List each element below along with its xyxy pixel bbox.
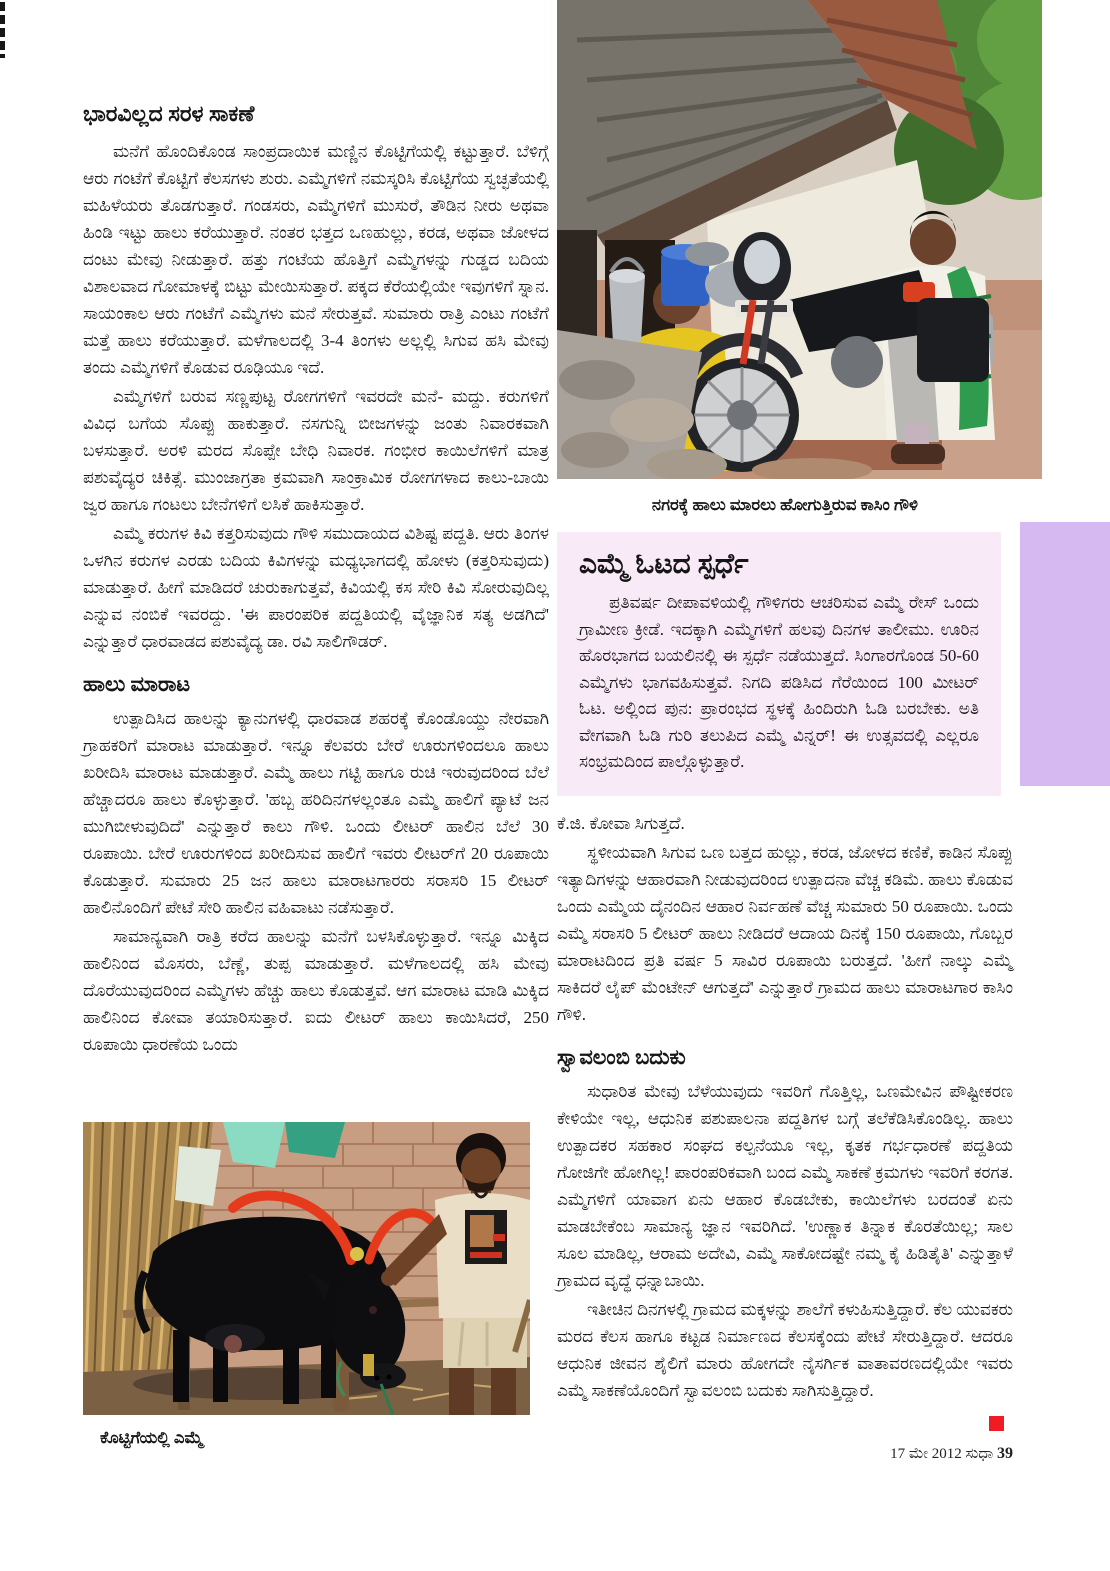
footer-magazine-name: ಸುಧಾ: [965, 1446, 994, 1462]
page-footer: [557, 1444, 1013, 1464]
section-heading-milk-sale: ಹಾಲು ಮಾರಾಟ: [83, 672, 191, 696]
paragraph-feed-economics: ಸ್ಥಳೀಯವಾಗಿ ಸಿಗುವ ಒಣ ಬತ್ತದ ಹುಲ್ಲು, ಕರಡ, ಜೋಳದ ಕಣಿಕೆ, ಕಾಡಿನ ಸೊಪ್ಪು ಇತ್ಯಾದಿಗಳನ್ನು ಆಹಾರವಾಗಿ ನೀಡುವುದರಿಂದ ಉತ್ಪಾದನಾ ವೆಚ್ಚ ಕಡಿಮೆ. ಹಾಲು ಕೊಡುವ ಒಂದು ಎಮ್ಮೆಯ ದೈನಂದಿನ ಆಹಾರ ನಿರ್ವಹಣೆ ವೆಚ್ಚ ಸುಮಾರು 50 ರೂಪಾಯಿ. ಒಂದು ಎಮ್ಮೆ ಸರಾಸರಿ 5 ಲೀಟರ್ ಹಾಲು ನೀಡಿದರೆ ಆದಾಯ ದಿನಕ್ಕೆ 150 ರೂಪಾಯಿ, ಗೊಬ್ಬರ ಮಾರಾಟದಿಂದ ಪ್ರತಿ ವರ್ಷ 5 ಸಾವಿರ ರೂಪಾಯಿ ಬರುತ್ತದೆ. 'ಹೀಗೆ ನಾಲ್ಕು ಎಮ್ಮೆ ಸಾಕಿದರೆ ಲೈಪ್ ಮೆಂಟೇನ್ ಆಗುತ್ತದೆ' ಎನ್ನುತ್ತಾರೆ ಗ್ರಾಮದ ಹಾಲು ಮಾರಾಟಗಾರ ಕಾಸಿಂ ಗೌಳಿ.: [557, 842, 1013, 1024]
page-accent-strip: [1020, 522, 1110, 786]
photo-buffalo-illustration: [83, 1122, 530, 1415]
paragraph-ear-cutting: ಎಮ್ಮೆ ಕರುಗಳ ಕಿವಿ ಕತ್ತರಿಸುವುದು ಗೌಳಿ ಸಮುದಾಯದ ವಿಶಿಷ್ಟ ಪದ್ದತಿ. ಆರು ತಿಂಗಳ ಒಳಗಿನ ಕರುಗಳ ಎರಡು ಬದಿಯ ಕಿವಿಗಳನ್ನು ಮಧ್ಯಭಾಗದಲ್ಲಿ ಹೋಳು (ಕತ್ತರಿಸುವುದು) ಮಾಡುತ್ತಾರೆ. ಹೀಗೆ ಮಾಡಿದರೆ ಚುರುಕಾಗುತ್ತವೆ, ಕಿವಿಯಲ್ಲಿ ಕಸ ಸೇರಿ ಕಿವಿ ಸೋರುವುದಿಲ್ಲ ಎನ್ನುವ ನಂಬಿಕೆ ಇವರದ್ದು. 'ಈ ಪಾರಂಪರಿಕ ಪದ್ದತಿಯಲ್ಲಿ ವೈಜ್ಞಾನಿಕ ಸತ್ಯ ಅಡಗಿದೆ' ಎನ್ನುತ್ತಾರೆ ಧಾರವಾಡದ ಪಶುವೈದ್ಯ ಡಾ. ರವಿ ಸಾಲಿಗೌಡರ್.: [83, 524, 549, 651]
photo-caption-top: ನಗರಕ್ಕೆ ಹಾಲು ಮಾರಲು ಹೋಗುತ್ತಿರುವ ಕಾಸಿಂ ಗೌಳಿ: [651, 495, 919, 514]
photo-milk-seller-illustration: [557, 0, 1042, 479]
paragraph-milk-products: ಸಾಮಾನ್ಯವಾಗಿ ರಾತ್ರಿ ಕರೆದ ಹಾಲನ್ನು ಮನೆಗೆ ಬಳಸಿಕೊಳ್ಳುತ್ತಾರೆ. ಇನ್ನೂ ಮಿಕ್ಕಿದ ಹಾಲಿನಿಂದ ಮೊಸರು, ಬೆಣ್ಣೆ, ತುಪ್ಪ ಮಾಡುತ್ತಾರೆ. ಮಳೆಗಾಲದಲ್ಲಿ ಹಸಿ ಮೇವು ದೊರೆಯುವುದರಿಂದ ಎಮ್ಮೆಗಳು ಹೆಚ್ಚು ಹಾಲು ಕೊಡುತ್ತವೆ. ಆಗ ಮಾರಾಟ ಮಾಡಿ ಮಿಕ್ಕಿದ ಹಾಲಿನಿಂದ ಕೋವಾ ತಯಾರಿಸುತ್ತಾರೆ. ಐದು ಲೀಟರ್ ಹಾಲು ಕಾಯಿಸಿದರೆ, 250 ರೂಪಾಯಿ ಧಾರಣೆಯ ಒಂದು: [83, 927, 549, 1054]
photo-milk-seller-motorcycle: [557, 0, 1042, 479]
paragraph-modern-life: ಇತೀಚಿನ ದಿನಗಳಲ್ಲಿ ಗ್ರಾಮದ ಮಕ್ಕಳನ್ನು ಶಾಲೆಗೆ ಕಳುಹಿಸುತ್ತಿದ್ದಾರೆ. ಕೆಲ ಯುವಕರು ಮರದ ಕೆಲಸ ಹಾಗೂ ಕಟ್ಟಡ ನಿರ್ಮಾಣದ ಕೆಲಸಕ್ಕೆಂದು ಪೇಟೆ ಸೇರುತ್ತಿದ್ದಾರೆ. ಆದರೂ ಆಧುನಿಕ ಜೀವನ ಶೈಲಿಗೆ ಮಾರು ಹೋಗದೇ ನೈಸರ್ಗಿಕ ವಾತಾವರಣದಲ್ಲಿಯೇ ಇವರು ಎಮ್ಮೆ ಸಾಕಣೆಯೊಂದಿಗೆ ಸ್ವಾವಲಂಬಿ ಬದುಕು ಸಾಗಿಸುತ್ತಿದ್ದಾರೆ.: [557, 1299, 1013, 1400]
article-end-marker: [989, 1416, 1004, 1431]
race-box-body: ಪ್ರತಿವರ್ಷ ದೀಪಾವಳಿಯಲ್ಲಿ ಗೌಳಿಗರು ಆಚರಿಸುವ ಎಮ್ಮೆ ರೇಸ್ ಒಂದು ಗ್ರಾಮೀಣ ಕ್ರೀಡೆ. ಇದಕ್ಕಾಗಿ ಎಮ್ಮೆಗಳಿಗೆ ಹಲವು ದಿನಗಳ ತಾಲೀಮು. ಊರಿನ ಹೊರಭಾಗದ ಬಯಲಿನಲ್ಲಿ ಈ ಸ್ಪರ್ಧೆ ನಡೆಯುತ್ತದೆ. ಸಿಂಗಾರಗೊಂಡ 50-60 ಎಮ್ಮೆಗಳು ಭಾಗವಹಿಸುತ್ತವೆ. ನಿಗದಿ ಪಡಿಸಿದ ಗೆರೆಯಿಂದ 100 ಮೀಟರ್ ಓಟ. ಅಲ್ಲಿಂದ ಪುನ: ಪ್ರಾರಂಭದ ಸ್ಥಳಕ್ಕೆ ಹಿಂದಿರುಗಿ ಓಡಿ ಬರಬೇಕು. ಅತಿ ವೇಗವಾಗಿ ಓಡಿ ಗುರಿ ತಲುಪಿದ ಎಮ್ಮೆ ವಿನ್ನರ್! ಈ ಉತ್ಸವದಲ್ಲಿ ಎಲ್ಲರೂ ಸಂಭ್ರಮದಿಂದ ಪಾಲ್ಗೊಳ್ಳುತ್ತಾರೆ.: [579, 593, 979, 771]
print-registration-mark: [0, 2, 5, 58]
continuation-line: ಕೆ.ಜಿ. ಕೋವಾ ಸಿಗುತ್ತದೆ.: [557, 813, 685, 833]
race-box-heading: ಎಮ್ಮೆ ಓಟದ ಸ್ಪರ್ಧೆ: [579, 549, 749, 580]
shadow: [133, 1368, 393, 1400]
footer-date: 17 ಮೇ 2012: [890, 1446, 962, 1462]
photo-caption-bottom: ಕೊಟ್ಟಿಗೆಯಲ್ಲಿ ಎಮ್ಮೆ: [100, 1428, 204, 1447]
paragraph-milk-selling: ಉತ್ಪಾದಿಸಿದ ಹಾಲನ್ನು ಕ್ಯಾನುಗಳಲ್ಲಿ ಧಾರವಾಡ ಶಹರಕ್ಕೆ ಕೊಂಡೊಯ್ದು ನೇರವಾಗಿ ಗ್ರಾಹಕರಿಗೆ ಮಾರಾಟ ಮಾಡುತ್ತಾರೆ. ಇನ್ನೂ ಕೆಲವರು ಬೇರೆ ಊರುಗಳಿಂದಲೂ ಹಾಲು ಖರೀದಿಸಿ ಮಾರಾಟ ಮಾಡುತ್ತಾರೆ. ಎಮ್ಮೆ ಹಾಲು ಗಟ್ಟಿ ಹಾಗೂ ರುಚಿ ಇರುವುದರಿಂದ ಬೆಲೆ ಹೆಚ್ಚಾದರೂ ಹಾಲು ಕೊಳ್ಳುತ್ತಾರೆ. 'ಹಬ್ಬ ಹರಿದಿನಗಳಲ್ಲಂತೂ ಎಮ್ಮೆ ಹಾಲಿಗೆ ಪ್ಯಾಟೆ ಜನ ಮುಗಿಬೀಳುವುದಿದೆ' ಎನ್ನುತ್ತಾರೆ ಕಾಲು ಗೌಳಿ. ಒಂದು ಲೀಟರ್ ಹಾಲಿನ ಬೆಲೆ 30 ರೂಪಾಯಿ. ಬೇರೆ ಊರುಗಳಿಂದ ಖರೀದಿಸುವ ಹಾಲಿಗೆ ಇವರು ಲೀಟರ್‌ಗೆ 20 ರೂಪಾಯಿ ಕೊಡುತ್ತಾರೆ. ಸುಮಾರು 25 ಜನ ಹಾಲು ಮಾರಾಟಗಾರರು ಸರಾಸರಿ 15 ಲೀಟರ್ ಹಾಲಿನೊಂದಿಗೆ ಪೇಟೆ ಸೇರಿ ಹಾಲಿನ ವಹಿವಾಟು ನಡೆಸುತ್ತಾರೆ.: [83, 709, 549, 917]
section-heading-simple-rearing: ಭಾರವಿಲ್ಲದ ಸರಳ ಸಾಕಣೆ: [83, 101, 255, 126]
paragraph-home-remedies: ಎಮ್ಮೆಗಳಿಗೆ ಬರುವ ಸಣ್ಣಪುಟ್ಟ ರೋಗಗಳಿಗೆ ಇವರದೇ ಮನೆ- ಮದ್ದು. ಕರುಗಳಿಗೆ ವಿವಿಧ ಬಗೆಯ ಸೊಪ್ಪು ಹಾಕುತ್ತಾರೆ. ನಸಗುನ್ನಿ ಬೀಜಗಳನ್ನು ಜಂತು ನಿವಾರಕವಾಗಿ ಬಳಸುತ್ತಾರೆ. ಅರಳಿ ಮರದ ಸೊಪ್ಪೇ ಬೇಧಿ ನಿವಾರಕ. ಗಂಭೀರ ಕಾಯಿಲೆಗಳಿಗೆ ಮಾತ್ರ ಪಶುವೈದ್ಯರ ಚಿಕಿತ್ಸೆ. ಮುಂಜಾಗ್ರತಾ ಕ್ರಮವಾಗಿ ಸಾಂಕ್ರಾಮಿಕ ರೋಗಗಳಾದ ಕಾಲು-ಬಾಯಿ ಜ್ವರ ಹಾಗೂ ಗಂಟಲು ಬೇನೆಗಳಿಗೆ ಲಸಿಕೆ ಹಾಕಿಸುತ್ತಾರೆ.: [83, 387, 549, 514]
footer-page-number: 39: [997, 1445, 1013, 1462]
buffalo-race-box: [557, 532, 1001, 796]
left-column: [83, 100, 549, 1060]
paragraph-daily-routine: ಮನೆಗೆ ಹೊಂದಿಕೊಂಡ ಸಾಂಪ್ರದಾಯಿಕ ಮಣ್ಣಿನ ಕೊಟ್ಟಿಗೆಯಲ್ಲಿ ಕಟ್ಟುತ್ತಾರೆ. ಬೆಳಿಗ್ಗೆ ಆರು ಗಂಟೆಗೆ ಕೊಟ್ಟಿಗೆ ಕೆಲಸಗಳು ಶುರು. ಎಮ್ಮೆಗಳಿಗೆ ನಮಸ್ಕರಿಸಿ ಕೊಟ್ಟಿಗೆಯ ಸ್ವಚ್ಛತೆಯಲ್ಲಿ ಮಹಿಳೆಯರು ತೊಡಗುತ್ತಾರೆ. ಗಂಡಸರು, ಎಮ್ಮೆಗಳಿಗೆ ಮುಸುರೆ, ತೌಡಿನ ನೀರು ಅಥವಾ ಹಿಂಡಿ ಇಟ್ಟು ಹಾಲು ಕರೆಯುತ್ತಾರೆ. ನಂತರ ಭತ್ತದ ಒಣಹುಲ್ಲು, ಕರಡ, ಅಥವಾ ಜೋಳದ ದಂಟು ಮೇವು ನೀಡುತ್ತಾರೆ. ಹತ್ತು ಗಂಟೆಯ ಹೊತ್ತಿಗೆ ಎಮ್ಮೆಗಳನ್ನು ಗುಡ್ಡದ ಬದಿಯ ವಿಶಾಲವಾದ ಗೋಮಾಳಕ್ಕೆ ಬಿಟ್ಟು ಮೇಯಿಸುತ್ತಾರೆ. ಪಕ್ಕದ ಕೆರೆಯಲ್ಲಿಯೇ ಇವುಗಳಿಗೆ ಸ್ನಾನ. ಸಾಯಂಕಾಲ ಆರು ಗಂಟೆಗೆ ಎಮ್ಮೆಗಳು ಮನೆ ಸೇರುತ್ತವೆ. ಸುಮಾರು ರಾತ್ರಿ ಎಂಟು ಗಂಟೆಗೆ ಮತ್ತೆ ಹಾಲು ಕರೆಯುತ್ತಾರೆ. ಮಳೆಗಾಲದಲ್ಲಿ 3-4 ತಿಂಗಳು ಅಲ್ಲಲ್ಲಿ ಸಿಗುವ ಹಸಿ ಮೇವು ತಂದು ಎಮ್ಮೆಗಳಿಗೆ ಕೊಡುವ ರೂಢಿಯೂ ಇದೆ.: [83, 142, 549, 377]
section-heading-self-reliant-life: ಸ್ವಾವಲಂಬಿ ಬದುಕು: [557, 1044, 686, 1069]
right-column: [557, 486, 1013, 1406]
photo-buffalo-in-shed: [83, 1122, 530, 1415]
paragraph-traditional-knowledge: ಸುಧಾರಿತ ಮೇವು ಬೆಳೆಯುವುದು ಇವರಿಗೆ ಗೊತ್ತಿಲ್ಲ, ಒಣಮೇವಿನ ಪೌಷ್ಟೀಕರಣ ಕೇಳಿಯೇ ಇಲ್ಲ, ಆಧುನಿಕ ಪಶುಪಾಲನಾ ಪದ್ದತಿಗಳ ಬಗ್ಗೆ ತಲೆಕೆಡಿಸಿಕೊಂಡಿಲ್ಲ. ಹಾಲು ಉತ್ಪಾದಕರ ಸಹಕಾರ ಸಂಘದ ಕಲ್ಪನೆಯೂ ಇಲ್ಲ, ಕೃತಕ ಗರ್ಭಧಾರಣೆ ಪದ್ದತಿಯ ಗೋಜಿಗೇ ಹೋಗಿಲ್ಲ! ಪಾರಂಪರಿಕವಾಗಿ ಬಂದ ಎಮ್ಮೆ ಸಾಕಣೆ ಕ್ರಮಗಳು ಇವರಿಗೆ ಕರಗತ. ಎಮ್ಮೆಗಳಿಗೆ ಯಾವಾಗ ಏನು ಆಹಾರ ಕೊಡಬೇಕು, ಕಾಯಿಲೆಗಳು ಬರದಂತೆ ಏನು ಮಾಡಬೇಕೆಂಬ ಸಾಮಾನ್ಯ ಜ್ಞಾನ ಇವರಿಗಿದೆ. 'ಉಣ್ಣಾಕ ತಿನ್ನಾಕ ಕೊರತೆಯಿಲ್ಲ; ಸಾಲ ಸೂಲ ಮಾಡಿಲ್ಲ, ಆರಾಮ ಅದೇವಿ, ಎಮ್ಮೆ ಸಾಕೋದಷ್ಟೇ ನಮ್ಮ ಕೈ ಹಿಡಿತೈತಿ' ಎನ್ನುತ್ತಾಳೆ ಗ್ರಾಮದ ವೃದ್ಧೆ ಧನ್ನಾಬಾಯಿ.: [557, 1081, 1013, 1290]
